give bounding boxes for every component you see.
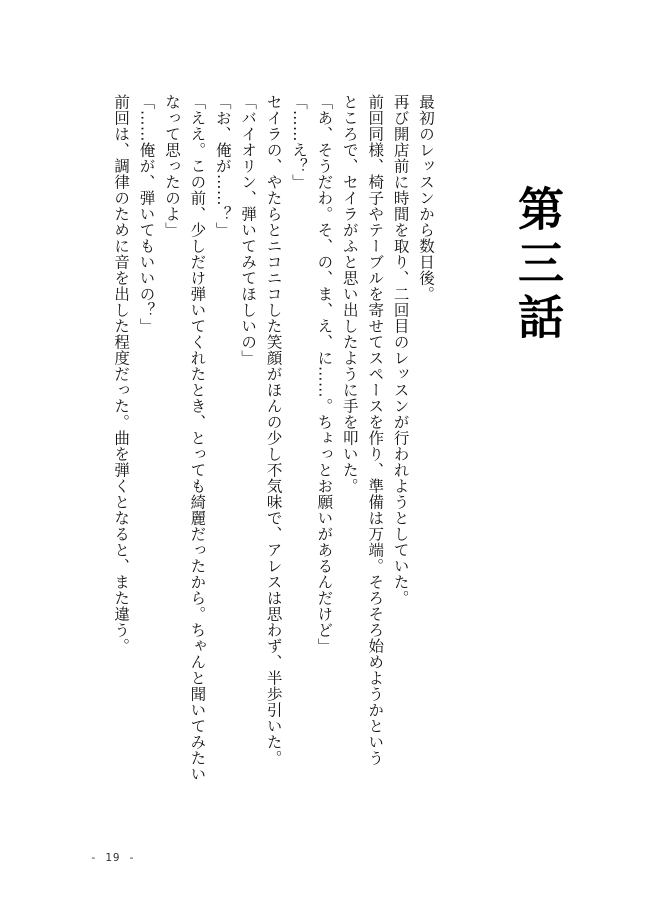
page-number: - 19 -	[90, 851, 136, 864]
text-line: 「お、俺が……？」	[213, 94, 232, 238]
text-line: 「あ、そうだわ。そ、の、ま、え、に……。ちょっとお願いがあるんだけど」	[315, 94, 334, 654]
chapter-title: 第三話	[511, 185, 565, 347]
text-line: 最初のレッスンから数日後。	[417, 94, 435, 302]
text-line: 前回同様、椅子やテーブルを寄せてスペースを作り、準備は万端。そろそろ始めようかという	[366, 94, 385, 766]
text-line: 「……俺が、弾いてもいいの？」	[137, 94, 156, 334]
text-line: ところで、セイラがふと思い出したように手を叩いた。	[340, 94, 359, 494]
text-line: 再び開店前に時間を取り、二回目のレッスンが行われようとしていた。	[391, 94, 410, 606]
text-line: なって思ったのよ」	[162, 94, 181, 238]
text-line: 「……え？」	[289, 94, 308, 190]
text-line: 前回は、調律のために音を出した程度だった。曲を弾くとなると、また違う。	[112, 94, 131, 654]
text-line: セイラの、やたらとニコニコした笑顔がほんの少し不気味で、アレスは思わず、半歩引いた。	[264, 94, 283, 766]
body-text	[108, 94, 438, 814]
text-line: 「バイオリン、弾いてみてほしいの」	[239, 94, 258, 366]
text-line: 「ええ。この前、少しだけ弾いてくれたとき、とっても綺麗だったから。ちゃんと聞いてみたい	[188, 94, 207, 782]
